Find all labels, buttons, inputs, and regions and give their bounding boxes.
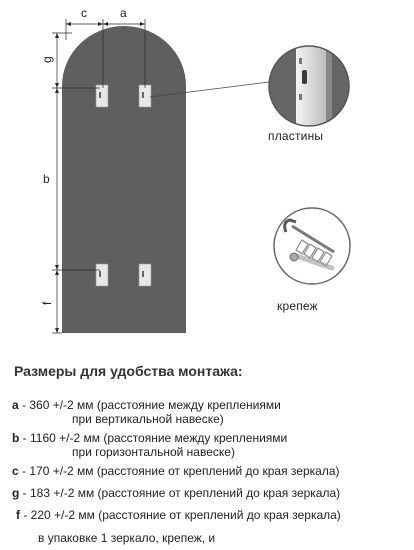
mounting-plate-closeup-icon bbox=[268, 44, 350, 128]
spec-b bbox=[12, 431, 287, 459]
dim-label-f: f bbox=[40, 301, 54, 305]
spec-subtext: при горизонтальной навеске) bbox=[72, 445, 235, 459]
spec-f bbox=[16, 508, 341, 522]
spec-text: - 360 +/-2 мм (расстояние между креплениями bbox=[18, 398, 281, 412]
dim-label-a: a bbox=[120, 6, 127, 20]
plate-bottom-left bbox=[96, 264, 108, 286]
spec-g bbox=[12, 486, 340, 500]
spec-key: c bbox=[12, 464, 19, 478]
spec-key: b bbox=[12, 431, 20, 445]
plate-bottom-right bbox=[139, 264, 151, 286]
spec-subtext: при вертикальной навеске) bbox=[72, 412, 224, 426]
dim-label-b: b bbox=[43, 172, 50, 186]
spec-key: f bbox=[16, 508, 20, 522]
section-title: Размеры для удобства монтажа: bbox=[14, 363, 243, 379]
spec-key: g bbox=[12, 486, 20, 500]
plates-label: пластины bbox=[268, 129, 324, 143]
fastener-label: крепеж bbox=[277, 299, 318, 313]
spec-a bbox=[12, 398, 281, 426]
plate-top-right bbox=[139, 85, 151, 107]
spec-key: a bbox=[12, 398, 19, 412]
dim-label-g: g bbox=[40, 56, 54, 63]
mirror-silhouette bbox=[62, 26, 186, 333]
spec-text: - 170 +/-2 мм (расстояние от креплений до края зеркала) bbox=[18, 464, 340, 478]
spec-text: - 1160 +/-2 мм (расстояние между креплениями bbox=[19, 431, 288, 445]
spec-c bbox=[12, 464, 340, 478]
dowel-screw-icon bbox=[274, 208, 350, 284]
package-note: в упаковке 1 зеркало, крепеж, и bbox=[38, 531, 216, 545]
dim-label-c: c bbox=[81, 6, 87, 20]
spec-text: - 220 +/-2 мм (расстояние от креплений до края зеркала) bbox=[20, 508, 341, 522]
spec-text: - 183 +/-2 мм (расстояние от креплений до края зеркала) bbox=[19, 486, 341, 500]
